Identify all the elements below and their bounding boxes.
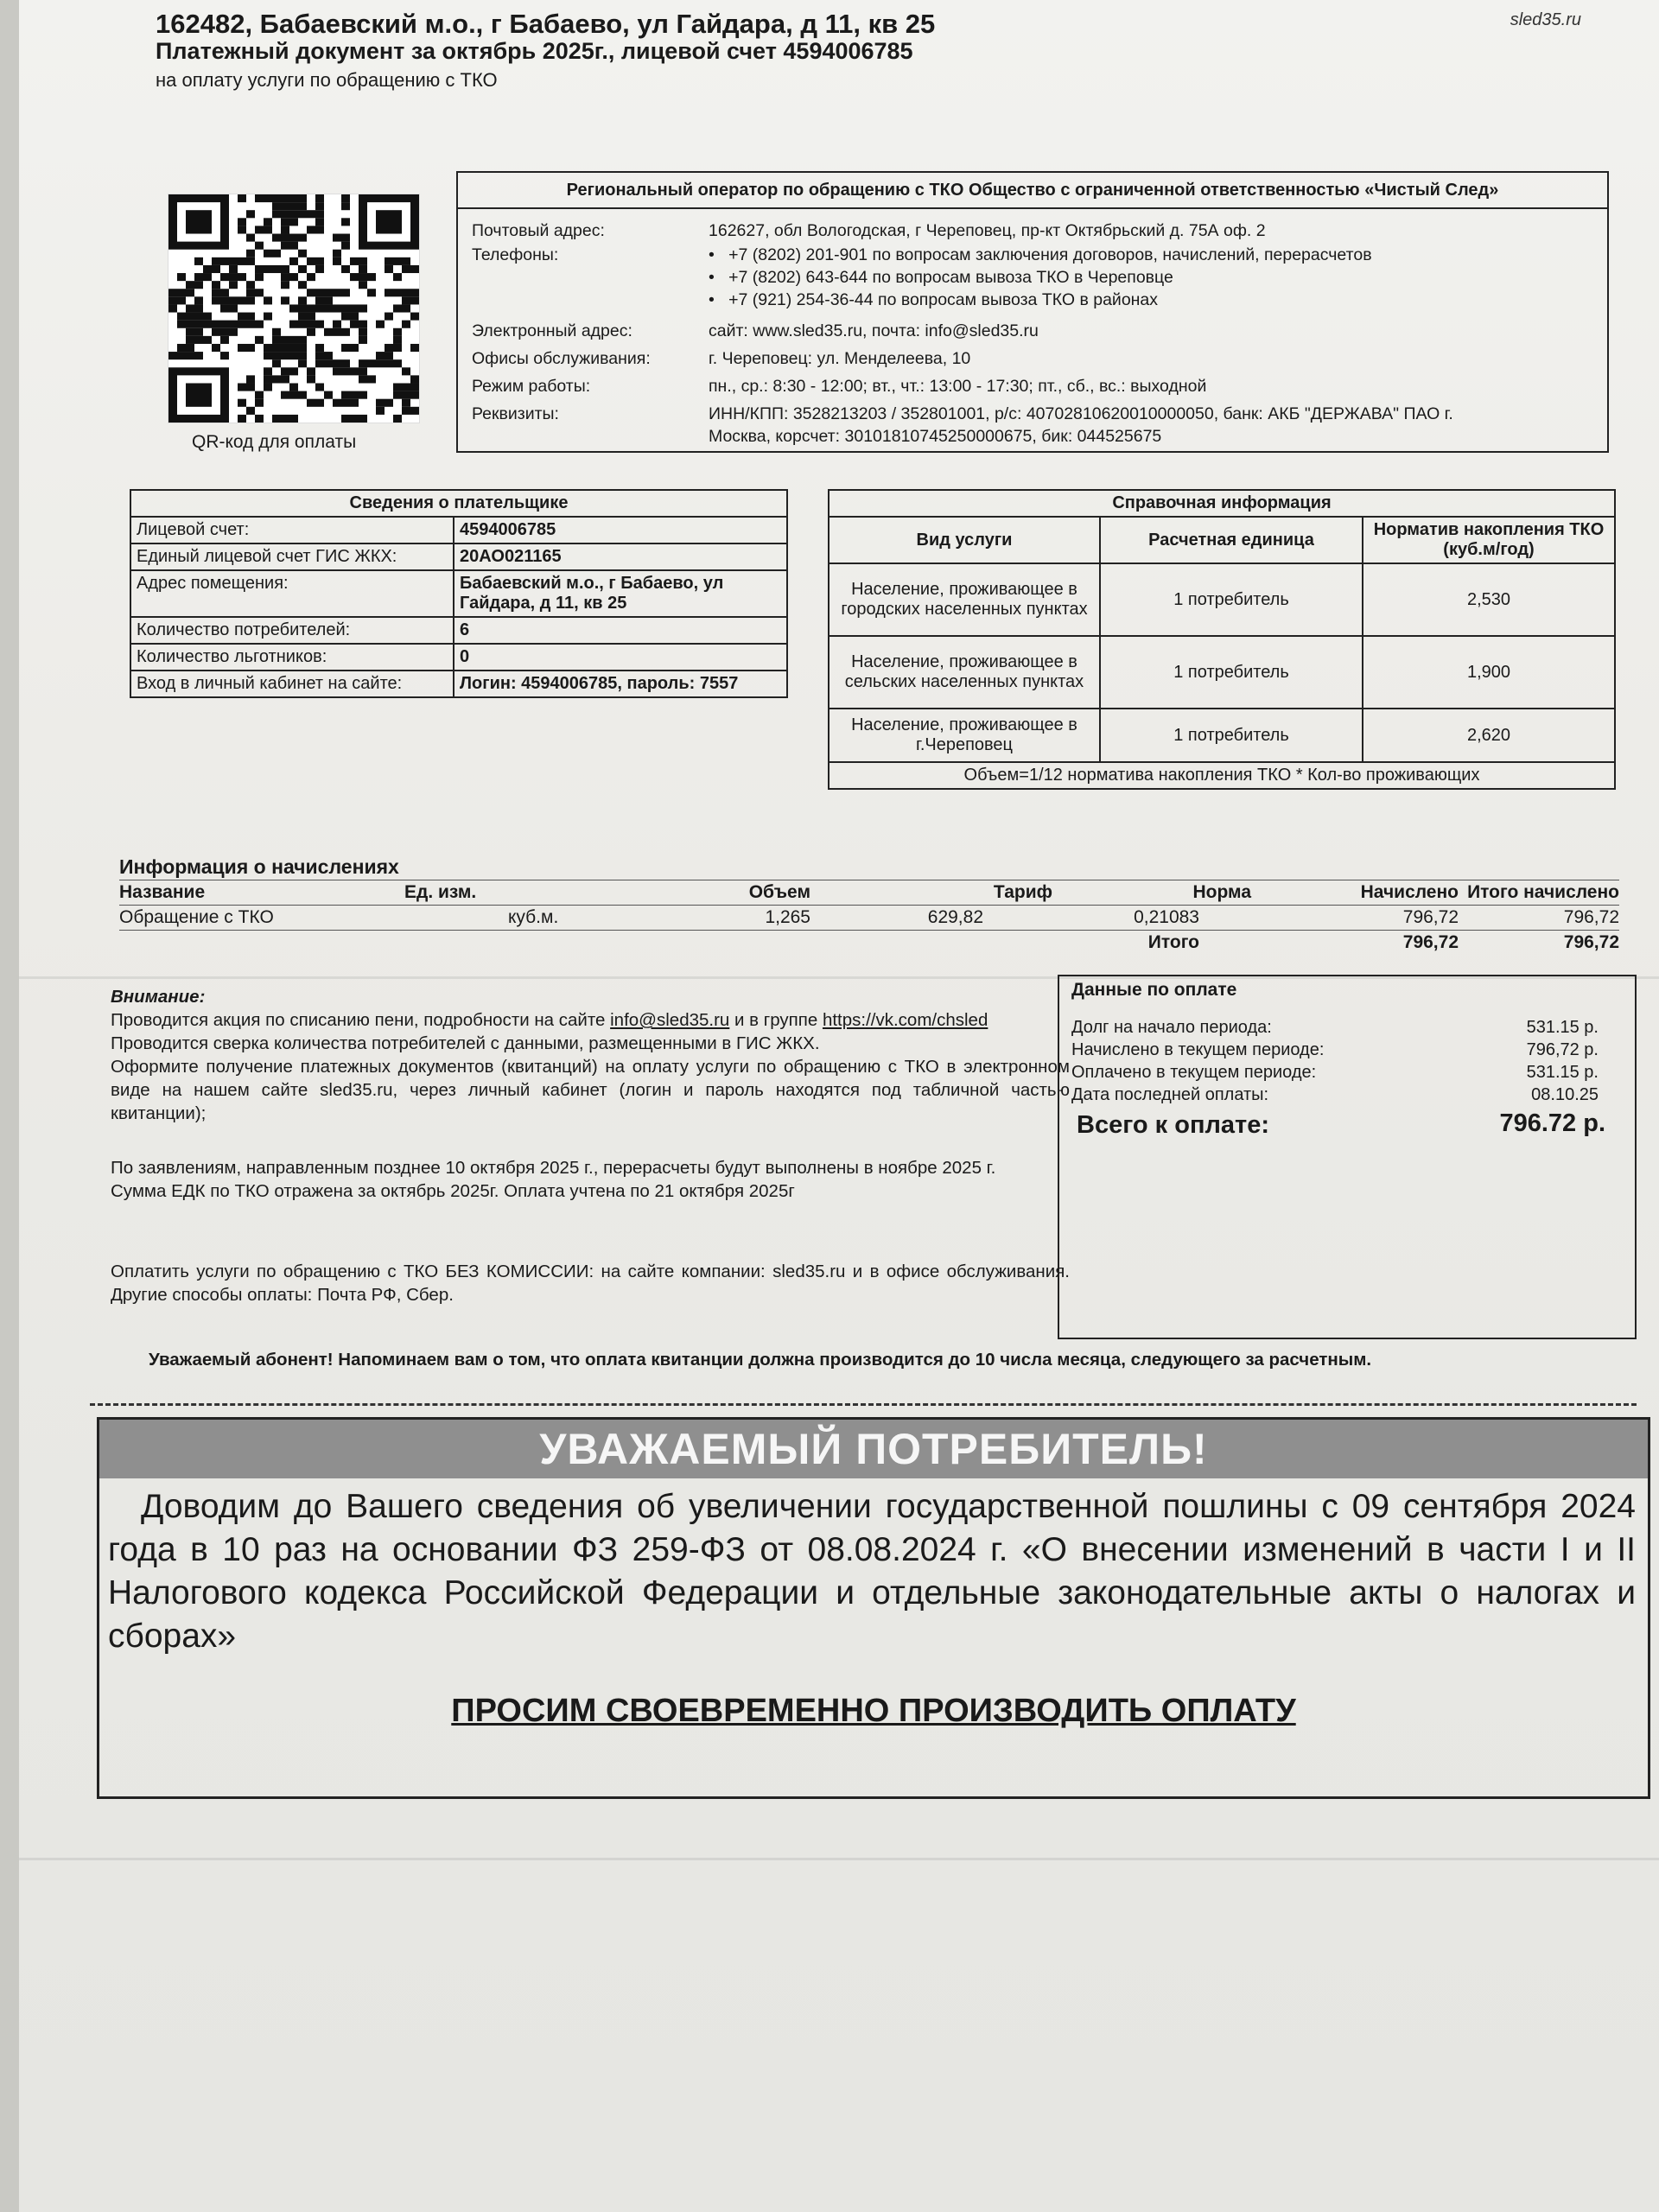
reference-table: Справочная информация Вид услуги Расчетная единица Норматив накопления ТКО (куб.м/год) Население, проживающее в городских населенных пунктах 1 потребитель 2,530 Население, проживающее в сельских населенных пунктах 1 потребитель 1,900 Население, проживающее в г.Череповец 1 потребитель 2,620 Объем=1/12 норматива накопления ТКО * Кол-во проживающих — [828, 489, 1616, 790]
debt-value: 531.15 р. — [1526, 1018, 1599, 1037]
phones-label: Телефоны: — [472, 245, 559, 264]
payer-title: Сведения о плательщике — [130, 490, 787, 517]
table-row: Единый лицевой счет ГИС ЖКХ: 20АО021165 — [130, 543, 787, 570]
hours-value: пн., ср.: 8:30 - 12:00; вт., чт.: 13:00 - 17:30; пт., сб., вс.: выходной — [709, 377, 1207, 396]
phone-item[interactable]: • +7 (8202) 201-901 по вопросам заключения договоров, начислений, перерасчетов — [709, 245, 1372, 264]
paid-value: 531.15 р. — [1526, 1063, 1599, 1082]
notice-body: Доводим до Вашего сведения об увеличении государственной пошлины с 09 сентября 2024 года в 10 раз на основании ФЗ 259-ФЗ от 08.08.2024 г. «О внесении изменений в части I и II Налогового кодекса Российской Федерации и отдельные законодательные акты о налогах и сборах» — [108, 1488, 1636, 1655]
notice-line: Оформите получение платежных документов (квитанций) на оплату услуги по обращению с ТКО в электронном виде на нашем сайте sled35.ru, через личный кабинет (логин и пароль находятся под табличной частью квитанции); — [111, 1057, 1070, 1123]
offices-value: г. Череповец: ул. Менделеева, 10 — [709, 349, 971, 368]
postal-label: Почтовый адрес: — [472, 221, 605, 240]
header-address: 162482, Бабаевский м.о., г Бабаево, ул Гайдара, д 11, кв 25 — [156, 9, 936, 39]
table-row: Адрес помещения: Бабаевский м.о., г Бабаево, ул Гайдара, д 11, кв 25 — [130, 570, 787, 617]
promo-line: Проводится акция по списанию пени, подробности на сайте info@sled35.ru и в группе https://vk.com/chsled — [111, 1010, 988, 1030]
attention-block — [111, 985, 1070, 1306]
requisites-label: Реквизиты: — [472, 404, 559, 423]
table-row: Количество льготников: 0 — [130, 644, 787, 671]
table-row: Лицевой счет: 4594006785 — [130, 517, 787, 543]
totals-row: Итого 796,72 796,72 — [1147, 932, 1619, 952]
notice-line: Сумма ЕДК по ТКО отражена за октябрь 2025г. Оплата учтена по 21 октября 2025г — [111, 1181, 795, 1201]
site-mark: sled35.ru — [1510, 10, 1581, 29]
attention-title: Внимание: — [111, 987, 206, 1007]
document-title: Платежный документ за октябрь 2025г., лицевой счет 4594006785 — [156, 38, 913, 64]
notice-line: Проводится сверка количества потребителей с данными, размещенными в ГИС ЖКХ. — [111, 1033, 820, 1053]
requisites-line: ИНН/КПП: 3528213203 / 352801001, р/с: 40702810620010000050, банк: АКБ "ДЕРЖАВА" ПАО г. — [709, 404, 1453, 423]
qr-code[interactable] — [168, 194, 420, 423]
payment-title: Данные по оплате — [1071, 980, 1237, 1000]
hours-label: Режим работы: — [472, 377, 591, 396]
qr-caption: QR-код для оплаты — [192, 432, 357, 452]
payment-document — [19, 0, 1659, 2212]
vk-link[interactable]: https://vk.com/chsled — [822, 1010, 988, 1030]
payment-reminder: Уважаемый абонент! Напоминаем вам о том, что оплата квитанции должна производится до 10 числа месяца, следующего за расчетным. — [149, 1350, 1372, 1370]
email-label: Электронный адрес: — [472, 321, 632, 340]
notice-line: По заявлениям, направленным позднее 10 октября 2025 г., перерасчеты будут выполнены в ноябре 2025 г. — [111, 1158, 996, 1178]
phone-item[interactable]: • +7 (8202) 643-644 по вопросам вывоза ТКО в Череповце — [709, 268, 1173, 287]
total-value: 796.72 р. — [1499, 1109, 1605, 1137]
paper-fold — [19, 1858, 1659, 1860]
charges-table — [119, 880, 1619, 955]
total-label: Всего к оплате: — [1077, 1111, 1270, 1139]
email-link[interactable]: info@sled35.ru — [610, 1010, 730, 1030]
reference-footer: Объем=1/12 норматива накопления ТКО * Кол-во проживающих — [829, 762, 1615, 789]
last-payment-date: 08.10.25 — [1531, 1085, 1599, 1104]
reference-title: Справочная информация — [829, 490, 1615, 517]
notice-footer: ПРОСИМ СВОЕВРЕМЕННО ПРОИЗВОДИТЬ ОПЛАТУ — [451, 1693, 1296, 1729]
postal-value: 162627, обл Вологодская, г Череповец, пр-кт Октябрьский д. 75А оф. 2 — [709, 221, 1266, 240]
table-row: Вход в личный кабинет на сайте: Логин: 4594006785, пароль: 7557 — [130, 671, 787, 697]
cut-line — [90, 1403, 1637, 1406]
table-row: Население, проживающее в г.Череповец 1 потребитель 2,620 — [829, 709, 1615, 762]
qr-code-icon — [168, 194, 419, 423]
accrued-value: 796,72 р. — [1526, 1040, 1599, 1059]
table-row: Обращение с ТКО куб.м. 1,265 629,82 0,21083 796,72 796,72 — [119, 906, 1619, 931]
table-row: Население, проживающее в городских населенных пунктах 1 потребитель 2,530 — [829, 563, 1615, 636]
table-row: Население, проживающее в сельских населенных пунктах 1 потребитель 1,900 — [829, 636, 1615, 709]
operator-title: Региональный оператор по обращению с ТКО Общество с ограниченной ответственностью «Чистый След» — [458, 173, 1607, 209]
notice-line: Оплатить услуги по обращению с ТКО БЕЗ КОМИССИИ: на сайте компании: sled35.ru и в офисе обслуживания. Другие способы оплаты: Почта РФ, Сбер. — [111, 1262, 1070, 1305]
table-header: Название Ед. изм. Объем Тариф Норма Начислено Итого начислено — [119, 880, 1619, 906]
consumer-notice — [97, 1417, 1650, 1799]
phone-item[interactable]: • +7 (921) 254-36-44 по вопросам вывоза ТКО в районах — [709, 290, 1159, 309]
payer-table — [130, 489, 788, 698]
requisites-line: Москва, корсчет: 30101810745250000675, бик: 044525675 — [709, 427, 1162, 446]
payment-summary: Данные по оплате Долг на начало периода: 531.15 р. Начислено в текущем периоде: 796,72 р. Оплачено в текущем периоде: 531.15 р. Дата последней оплаты: 08.10.25 Всего к оплате: 796.72 р. — [1058, 975, 1637, 1339]
operator-info — [456, 171, 1609, 453]
charges-title: Информация о начислениях — [119, 855, 399, 878]
email-value[interactable]: сайт: www.sled35.ru, почта: info@sled35.ru — [709, 321, 1039, 340]
notice-heading: УВАЖАЕМЫЙ ПОТРЕБИТЕЛЬ! — [99, 1420, 1648, 1478]
table-row: Количество потребителей: 6 — [130, 617, 787, 644]
document-subtitle: на оплату услуги по обращению с ТКО — [156, 69, 498, 91]
offices-label: Офисы обслуживания: — [472, 349, 651, 368]
